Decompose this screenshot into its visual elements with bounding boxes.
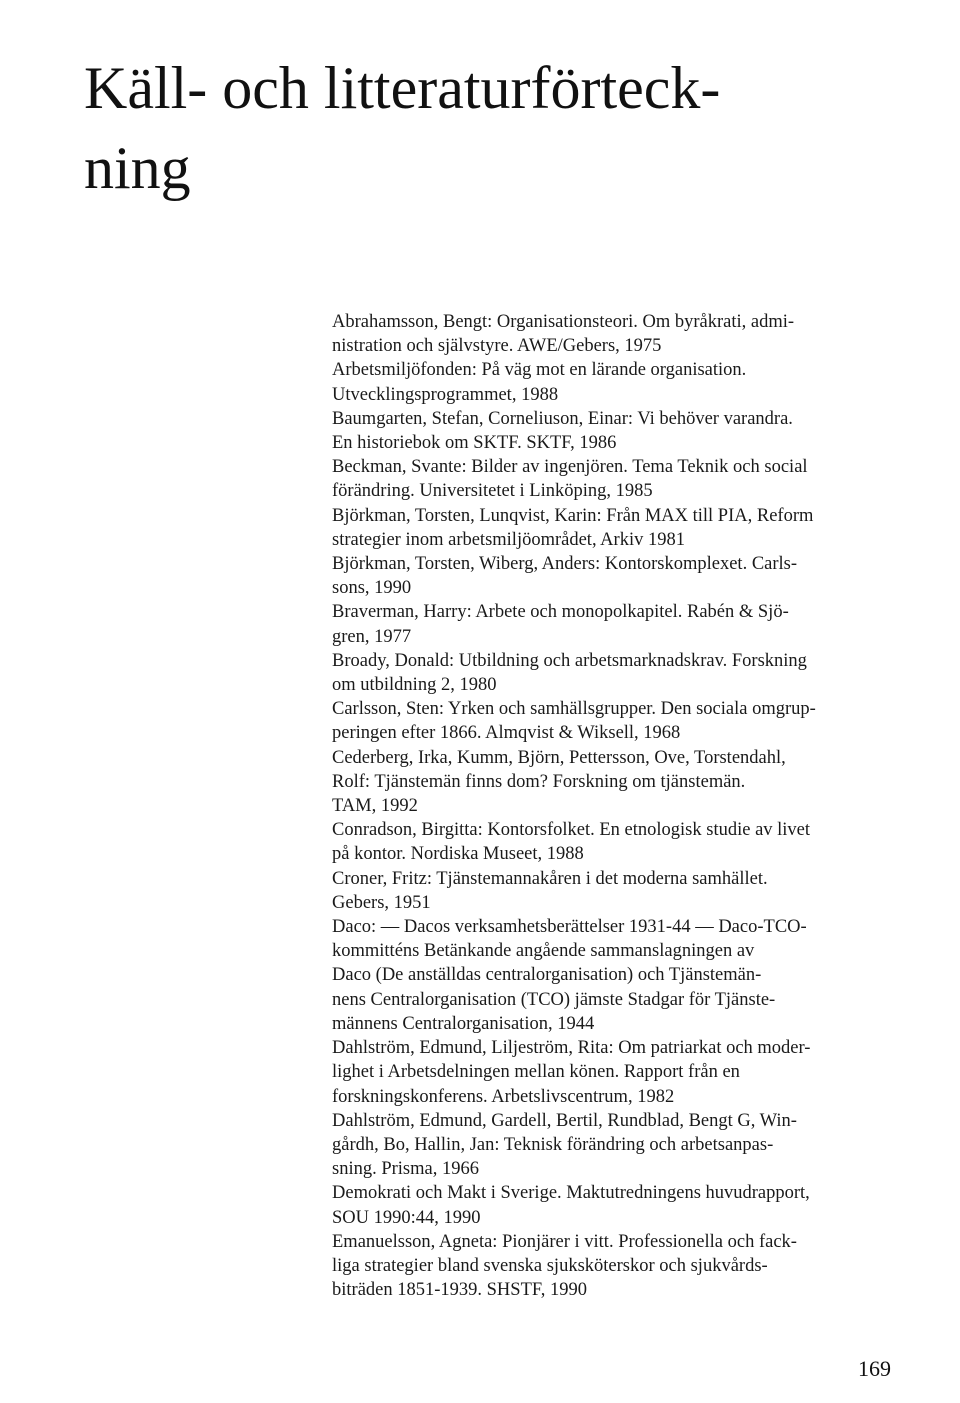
bibliography-entry [332,407,912,455]
bibliography-entry-line: nistration och självstyre. AWE/Gebers, 1975 [332,336,662,357]
bibliography-entry-line: Dahlström, Edmund, Gardell, Bertil, Rundblad, Bengt G, Win- [332,1110,797,1131]
bibliography-entry-line: gren, 1977 [332,626,412,647]
bibliography-entry-line: liga strategier bland svenska sjuksköterskor och sjukvårds- [332,1255,768,1276]
bibliography-entry [332,746,912,819]
bibliography-entry-line: Gebers, 1951 [332,892,431,913]
bibliography-entry [332,504,912,552]
bibliography-entry-line: Utvecklingsprogrammet, 1988 [332,384,559,405]
bibliography-entry-line: om utbildning 2, 1980 [332,675,497,696]
bibliography-entry-line: lighet i Arbetsdelningen mellan könen. Rapport från en [332,1062,740,1083]
bibliography-entry [332,455,912,503]
bibliography-entry-line: Carlsson, Sten: Yrken och samhällsgrupper. Den sociala omgrup- [332,699,816,720]
bibliography-entry-line: männens Centralorganisation, 1944 [332,1013,595,1034]
bibliography-entry-line: förändring. Universitetet i Linköping, 1985 [332,481,653,502]
bibliography-entry-line: Demokrati och Makt i Sverige. Maktutredningens huvudrapport, [332,1183,810,1204]
bibliography-entry [332,1036,912,1109]
bibliography-entry [332,552,912,600]
bibliography-entry-line: biträden 1851-1939. SHSTF, 1990 [332,1280,587,1301]
bibliography-entry-line: Björkman, Torsten, Lunqvist, Karin: Från MAX till PIA, Reform [332,505,814,526]
bibliography-entry [332,600,912,648]
bibliography-entry-line: TAM, 1992 [332,796,418,817]
bibliography-entry-line: på kontor. Nordiska Museet, 1988 [332,844,584,865]
bibliography-entry [332,358,912,406]
bibliography-entry-line: strategier inom arbetsmiljöområdet, Arkiv 1981 [332,529,685,550]
bibliography-entry-line: forskningskonferens. Arbetslivscentrum, 1982 [332,1086,675,1107]
bibliography-entry-line: kommitténs Betänkande angående sammanslagningen av [332,941,755,962]
bibliography-entry [332,310,912,358]
bibliography-entry-line: Cederberg, Irka, Kumm, Björn, Pettersson, Ove, Torstendahl, [332,747,786,768]
bibliography-entry-line: Emanuelsson, Agneta: Pionjärer i vitt. Professionella och fack- [332,1231,797,1252]
bibliography-entry [332,1109,912,1182]
bibliography-entry [332,1181,912,1229]
bibliography-entry-line: Björkman, Torsten, Wiberg, Anders: Kontorskomplexet. Carls- [332,554,798,575]
bibliography-entry-line: nens Centralorganisation (TCO) jämste Stadgar för Tjänste- [332,989,776,1010]
bibliography-entry [332,867,912,915]
page-number: 169 [858,1356,891,1381]
bibliography-entry-line: Dahlström, Edmund, Liljeström, Rita: Om patriarkat och moder- [332,1038,811,1059]
page-title-line-2: ning [84,135,191,201]
bibliography-entry [332,1230,912,1303]
bibliography-entry-line: Beckman, Svante: Bilder av ingenjören. Tema Teknik och social [332,457,808,478]
bibliography-entry [332,649,912,697]
bibliography-entry-line: sning. Prisma, 1966 [332,1159,479,1180]
bibliography-entry-line: Baumgarten, Stefan, Corneliuson, Einar: Vi behöver varandra. [332,408,793,429]
page-title [84,48,844,208]
bibliography-entry [332,818,912,866]
page-title-line-1: Käll- och litteraturförteck- [84,55,721,121]
bibliography-entry-line: Daco (De anställdas centralorganisation) och Tjänstemän- [332,965,762,986]
bibliography-entry-line: Rolf: Tjänstemän finns dom? Forskning om tjänstemän. [332,771,746,792]
bibliography-entry [332,915,912,1036]
bibliography-entry-line: Croner, Fritz: Tjänstemannakåren i det moderna samhället. [332,868,768,889]
bibliography-entry-line: En historiebok om SKTF. SKTF, 1986 [332,433,617,454]
bibliography-list [332,310,912,1302]
bibliography-entry-line: SOU 1990:44, 1990 [332,1207,481,1228]
bibliography-entry-line: Broady, Donald: Utbildning och arbetsmarknadskrav. Forskning [332,650,807,671]
bibliography-entry [332,697,912,745]
bibliography-entry-line: Braverman, Harry: Arbete och monopolkapitel. Rabén & Sjö- [332,602,789,623]
bibliography-entry-line: Arbetsmiljöfonden: På väg mot en lärande organisation. [332,360,747,381]
bibliography-entry-line: peringen efter 1866. Almqvist & Wiksell, 1968 [332,723,681,744]
bibliography-entry-line: gårdh, Bo, Hallin, Jan: Teknisk förändring och arbetsanpas- [332,1134,774,1155]
bibliography-entry-line: Conradson, Birgitta: Kontorsfolket. En etnologisk studie av livet [332,820,811,841]
bibliography-entry-line: Abrahamsson, Bengt: Organisationsteori. Om byråkrati, admi- [332,312,795,332]
bibliography-entry-line: Daco: — Dacos verksamhetsberättelser 1931-44 — Daco-TCO- [332,917,807,938]
bibliography-entry-line: sons, 1990 [332,578,412,599]
